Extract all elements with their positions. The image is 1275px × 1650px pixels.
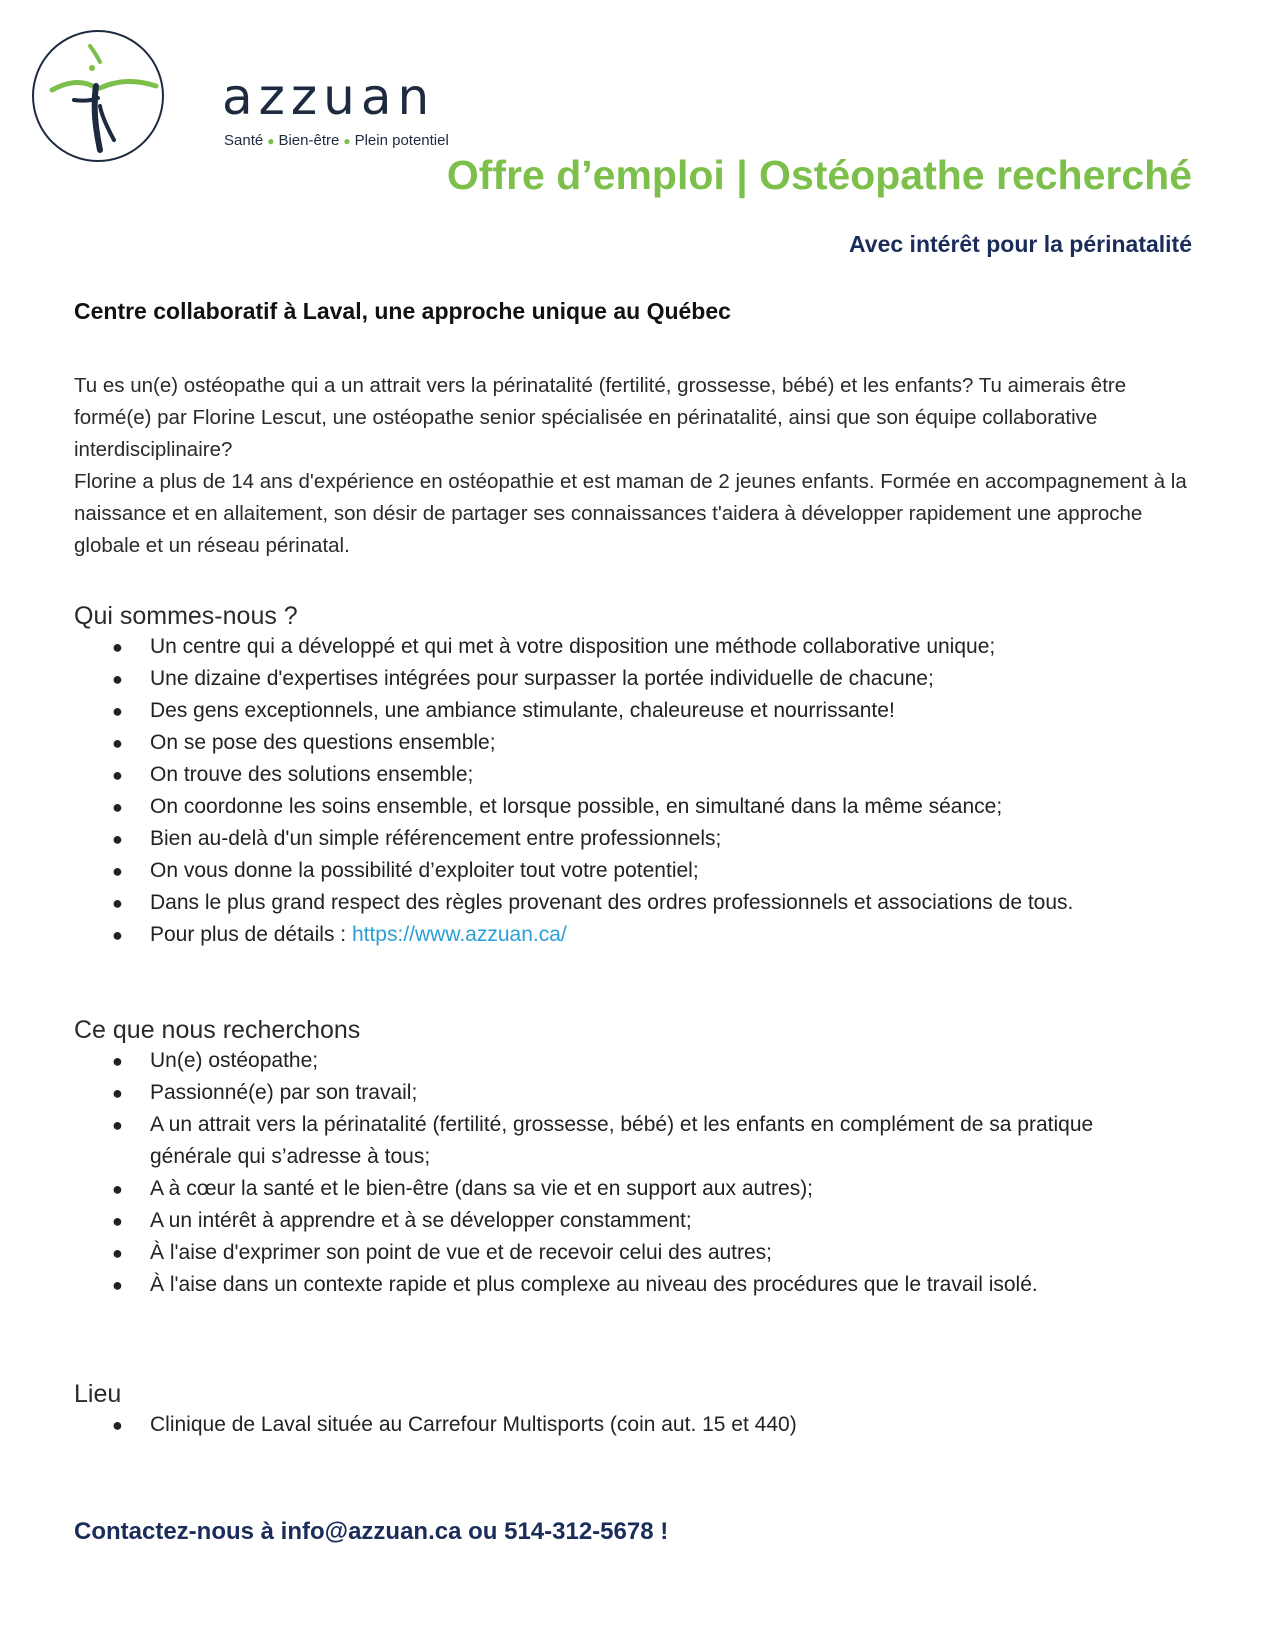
list-item bbox=[74, 1205, 1204, 1237]
list-item-text: Clinique de Laval située au Carrefour Multisports (coin aut. 15 et 440) bbox=[150, 1413, 797, 1436]
bullet-icon: ● bbox=[112, 893, 123, 913]
bullet-icon: ● bbox=[112, 1415, 123, 1435]
section-title: Lieu bbox=[74, 1380, 122, 1408]
list-item-text: À l'aise dans un contexte rapide et plus complexe au niveau des procédures que le travail isolé. bbox=[150, 1273, 1038, 1296]
list-item-text: Une dizaine d'expertises intégrées pour surpasser la portée individuelle de chacune; bbox=[150, 667, 934, 690]
dot-icon: ● bbox=[343, 134, 351, 148]
list-item-text: À l'aise d'exprimer son point de vue et de recevoir celui des autres; bbox=[150, 1241, 773, 1264]
bullet-icon: ● bbox=[112, 733, 123, 753]
bullet-icon: ● bbox=[112, 861, 123, 881]
section-title: Ce que nous recherchons bbox=[74, 1016, 361, 1044]
azzuan-logo bbox=[30, 28, 470, 178]
list-item bbox=[74, 1109, 1204, 1173]
list-item bbox=[74, 695, 1204, 727]
who-list bbox=[74, 631, 1204, 951]
list-item bbox=[74, 1045, 1204, 1077]
list-item bbox=[74, 1077, 1204, 1109]
list-item bbox=[74, 791, 1204, 823]
bullet-icon: ● bbox=[112, 1115, 123, 1135]
list-item-text: A un attrait vers la périnatalité (fertilité, grossesse, bébé) et les enfants en complément de sa pratique générale qui s’adresse à tous; bbox=[150, 1113, 1094, 1168]
list-item bbox=[74, 1237, 1204, 1269]
bullet-icon: ● bbox=[112, 1275, 123, 1295]
bullet-icon: ● bbox=[112, 1179, 123, 1199]
list-item bbox=[74, 727, 1204, 759]
bullet-icon: ● bbox=[112, 1211, 123, 1231]
dot-icon: ● bbox=[267, 134, 275, 148]
list-item bbox=[74, 759, 1204, 791]
headline: Centre collaboratif à Laval, une approche unique au Québec bbox=[74, 298, 731, 324]
bullet-icon: ● bbox=[112, 1051, 123, 1071]
contact-line: Contactez-nous à info@azzuan.ca ou 514-312-5678 ! bbox=[74, 1518, 669, 1545]
list-item-text: On coordonne les soins ensemble, et lorsque possible, en simultané dans la même séance; bbox=[150, 795, 1003, 818]
list-item-text: A un intérêt à apprendre et à se développer constamment; bbox=[150, 1209, 692, 1232]
intro-paragraph: Tu es un(e) ostéopathe qui a un attrait vers la périnatalité (fertilité, grossesse, bébé) et les enfants? Tu aimerais être formé(e) par Florine Lescut, une ostéopathe senior spécialisée en périnatalité, ainsi que son équipe collaborative interdisciplinaire? bbox=[74, 374, 1127, 461]
bullet-icon: ● bbox=[112, 669, 123, 689]
list-item bbox=[74, 1269, 1204, 1301]
list-item-text: On se pose des questions ensemble; bbox=[150, 731, 496, 754]
list-item bbox=[74, 919, 1204, 951]
list-item-text: Un centre qui a développé et qui met à votre disposition une méthode collaborative unique; bbox=[150, 635, 996, 658]
list-item bbox=[74, 887, 1204, 919]
bullet-icon: ● bbox=[112, 925, 123, 945]
page-subtitle: Avec intérêt pour la périnatalité bbox=[849, 231, 1192, 257]
list-item-text: Dans le plus grand respect des règles provenant des ordres professionnels et associations de tous. bbox=[150, 891, 1074, 914]
intro-paragraph: Florine a plus de 14 ans d'expérience en ostéopathie et est maman de 2 jeunes enfants. Formée en accompagnement à la naissance et en allaitement, son désir de partager ses connaissances t'aidera à développer rapidement une approche globale et un réseau périnatal. bbox=[74, 470, 1187, 557]
intro-text bbox=[74, 370, 1204, 562]
bullet-icon: ● bbox=[112, 701, 123, 721]
bullet-icon: ● bbox=[112, 637, 123, 657]
bullet-icon: ● bbox=[112, 1243, 123, 1263]
logo-emblem-icon bbox=[30, 28, 200, 178]
list-item-text: A à cœur la santé et le bien-être (dans sa vie et en support aux autres); bbox=[150, 1177, 814, 1200]
seek-list bbox=[74, 1045, 1204, 1301]
tagline-part: Plein potentiel bbox=[354, 132, 449, 149]
list-item bbox=[74, 823, 1204, 855]
list-item-text: Bien au-delà d'un simple référencement entre professionnels; bbox=[150, 827, 722, 850]
section-seek bbox=[74, 1016, 1204, 1301]
details-label: Pour plus de détails : bbox=[150, 923, 352, 946]
brand-name: azzuan bbox=[222, 68, 436, 126]
tagline-part: Santé bbox=[224, 132, 264, 149]
list-item-text: On vous donne la possibilité d’exploiter tout votre potentiel; bbox=[150, 859, 699, 882]
list-item bbox=[74, 1409, 1204, 1441]
section-place bbox=[74, 1380, 1204, 1441]
list-item bbox=[74, 663, 1204, 695]
page-title: Offre d’emploi | Ostéopathe recherché bbox=[446, 152, 1192, 198]
list-item-text: Un(e) ostéopathe; bbox=[150, 1049, 319, 1072]
list-item-text: On trouve des solutions ensemble; bbox=[150, 763, 474, 786]
list-item bbox=[74, 855, 1204, 887]
section-who bbox=[74, 602, 1204, 951]
list-item-text: Passionné(e) par son travail; bbox=[150, 1081, 418, 1104]
list-item-text: Des gens exceptionnels, une ambiance stimulante, chaleureuse et nourrissante! bbox=[150, 699, 895, 722]
section-title: Qui sommes-nous ? bbox=[74, 602, 298, 630]
website-link[interactable]: https://www.azzuan.ca/ bbox=[351, 923, 567, 946]
bullet-icon: ● bbox=[112, 829, 123, 849]
list-item bbox=[74, 631, 1204, 663]
brand-tagline bbox=[224, 132, 449, 149]
bullet-icon: ● bbox=[112, 797, 123, 817]
bullet-icon: ● bbox=[112, 1083, 123, 1103]
bullet-icon: ● bbox=[112, 765, 123, 785]
place-list bbox=[74, 1409, 1204, 1441]
list-item bbox=[74, 1173, 1204, 1205]
tagline-part: Bien-être bbox=[278, 132, 340, 149]
